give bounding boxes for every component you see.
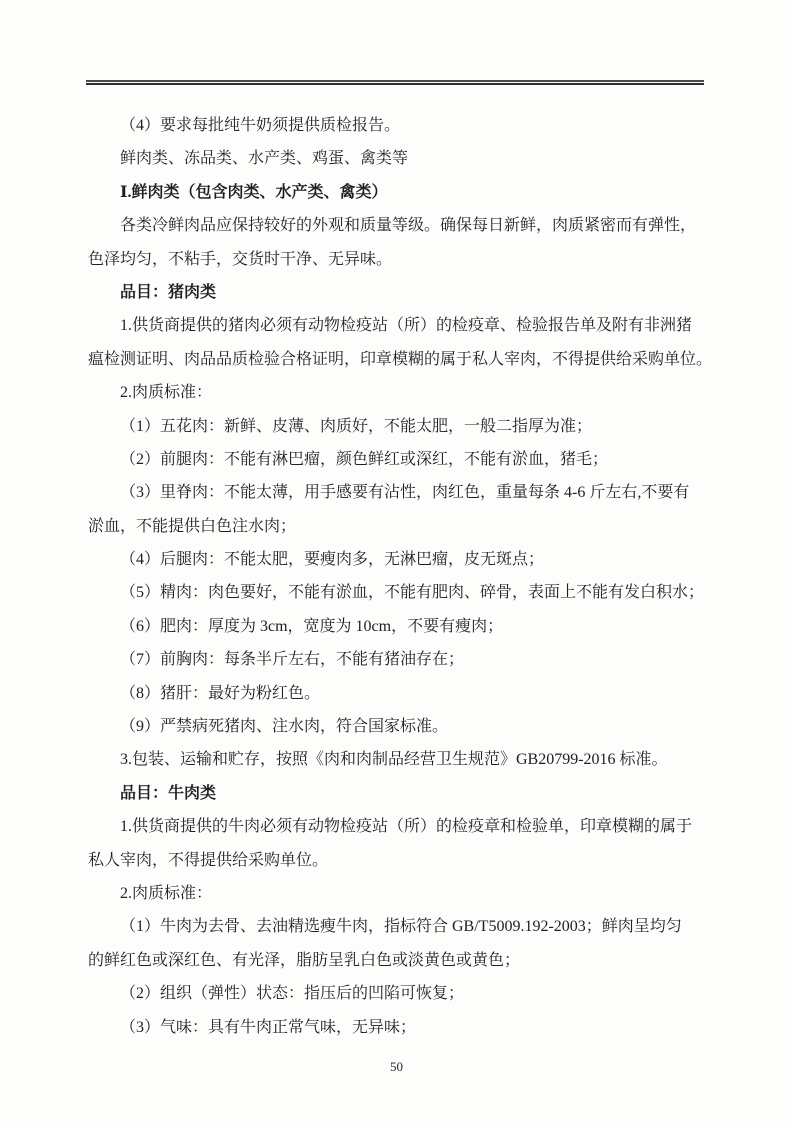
text-line: 私人宰肉，不得提供给采购单位。	[88, 851, 329, 869]
document-body	[88, 109, 713, 1044]
text-line: 瘟检测证明、肉品品质检验合格证明，印章模糊的属于私人宰肉，不得提供给采购单位。	[88, 350, 713, 368]
list-item: （1）牛肉为去骨、去油精选瘦牛肉，指标符合 GB/T5009.192-2003；鲜肉呈均匀	[120, 918, 682, 936]
list-item-continuation: 淤血，不能提供白色注水肉；	[88, 517, 297, 535]
text-line: （4）要求每批纯牛奶须提供质检报告。	[120, 117, 401, 134]
list-item: （1）五花肉：新鲜、皮薄、肉质好，不能太肥，一般二指厚为准；	[120, 417, 593, 435]
text-line: 色泽均匀，不粘手，交货时干净、无异味。	[88, 250, 393, 268]
list-item: （2）前腿肉：不能有淋巴瘤，颜色鲜红或深红，不能有淤血，猪毛；	[120, 450, 609, 468]
text-line: 2.肉质标准：	[120, 384, 213, 402]
text-line: 2.肉质标准：	[120, 884, 213, 902]
list-item: （3）气味：具有牛肉正常气味，无异味；	[120, 1018, 417, 1036]
text-line: 1.供货商提供的牛肉必须有动物检疫站（所）的检疫章和检验单，印章模糊的属于	[120, 818, 693, 836]
list-item: （8）猪肝：最好为粉红色。	[120, 684, 321, 702]
text-line: 各类冷鲜肉品应保持较好的外观和质量等级。确保每日新鲜，肉质紧密而有弹性，	[120, 217, 697, 235]
list-item-continuation: 的鲜红色或深红色、有光泽，脂肪呈乳白色或淡黄色或黄色；	[88, 951, 521, 969]
list-item: （9）严禁病死猪肉、注水肉，符合国家标准。	[120, 718, 449, 736]
list-item: （7）前胸肉：每条半斤左右，不能有猪油存在；	[120, 651, 465, 669]
list-item: （6）肥肉：厚度为 3cm，宽度为 10cm，不要有瘦肉；	[120, 617, 504, 635]
list-item: （5）精肉：肉色要好，不能有淤血，不能有肥肉、碎骨，表面上不能有发白积水；	[120, 584, 705, 602]
page-number: 50	[390, 1059, 403, 1074]
section-heading: 品目：猪肉类	[120, 283, 217, 301]
list-item: （2）组织（弹性）状态：指压后的凹陷可恢复；	[120, 985, 465, 1003]
section-heading: 品目：牛肉类	[120, 784, 217, 802]
text-line: 鲜肉类、冻品类、水产类、鸡蛋、禽类等	[120, 150, 409, 168]
text-line: 3.包装、运输和贮存，按照《肉和肉制品经营卫生规范》GB20799-2016 标准。	[120, 751, 668, 769]
text-line: 1.供货商提供的猪肉必须有动物检疫站（所）的检疫章、检验报告单及附有非洲猪	[120, 317, 693, 335]
list-item: （3）里脊肉：不能太薄，用手感要有沾性，肉红色，重量每条 4-6 斤左右,不要有	[120, 484, 690, 502]
list-item: （4）后腿肉：不能太肥，要瘦肉多，无淋巴瘤，皮无斑点；	[120, 551, 545, 569]
header-divider	[86, 80, 704, 85]
section-heading: Ⅰ.鲜肉类（包含肉类、水产类、禽类）	[120, 183, 388, 201]
